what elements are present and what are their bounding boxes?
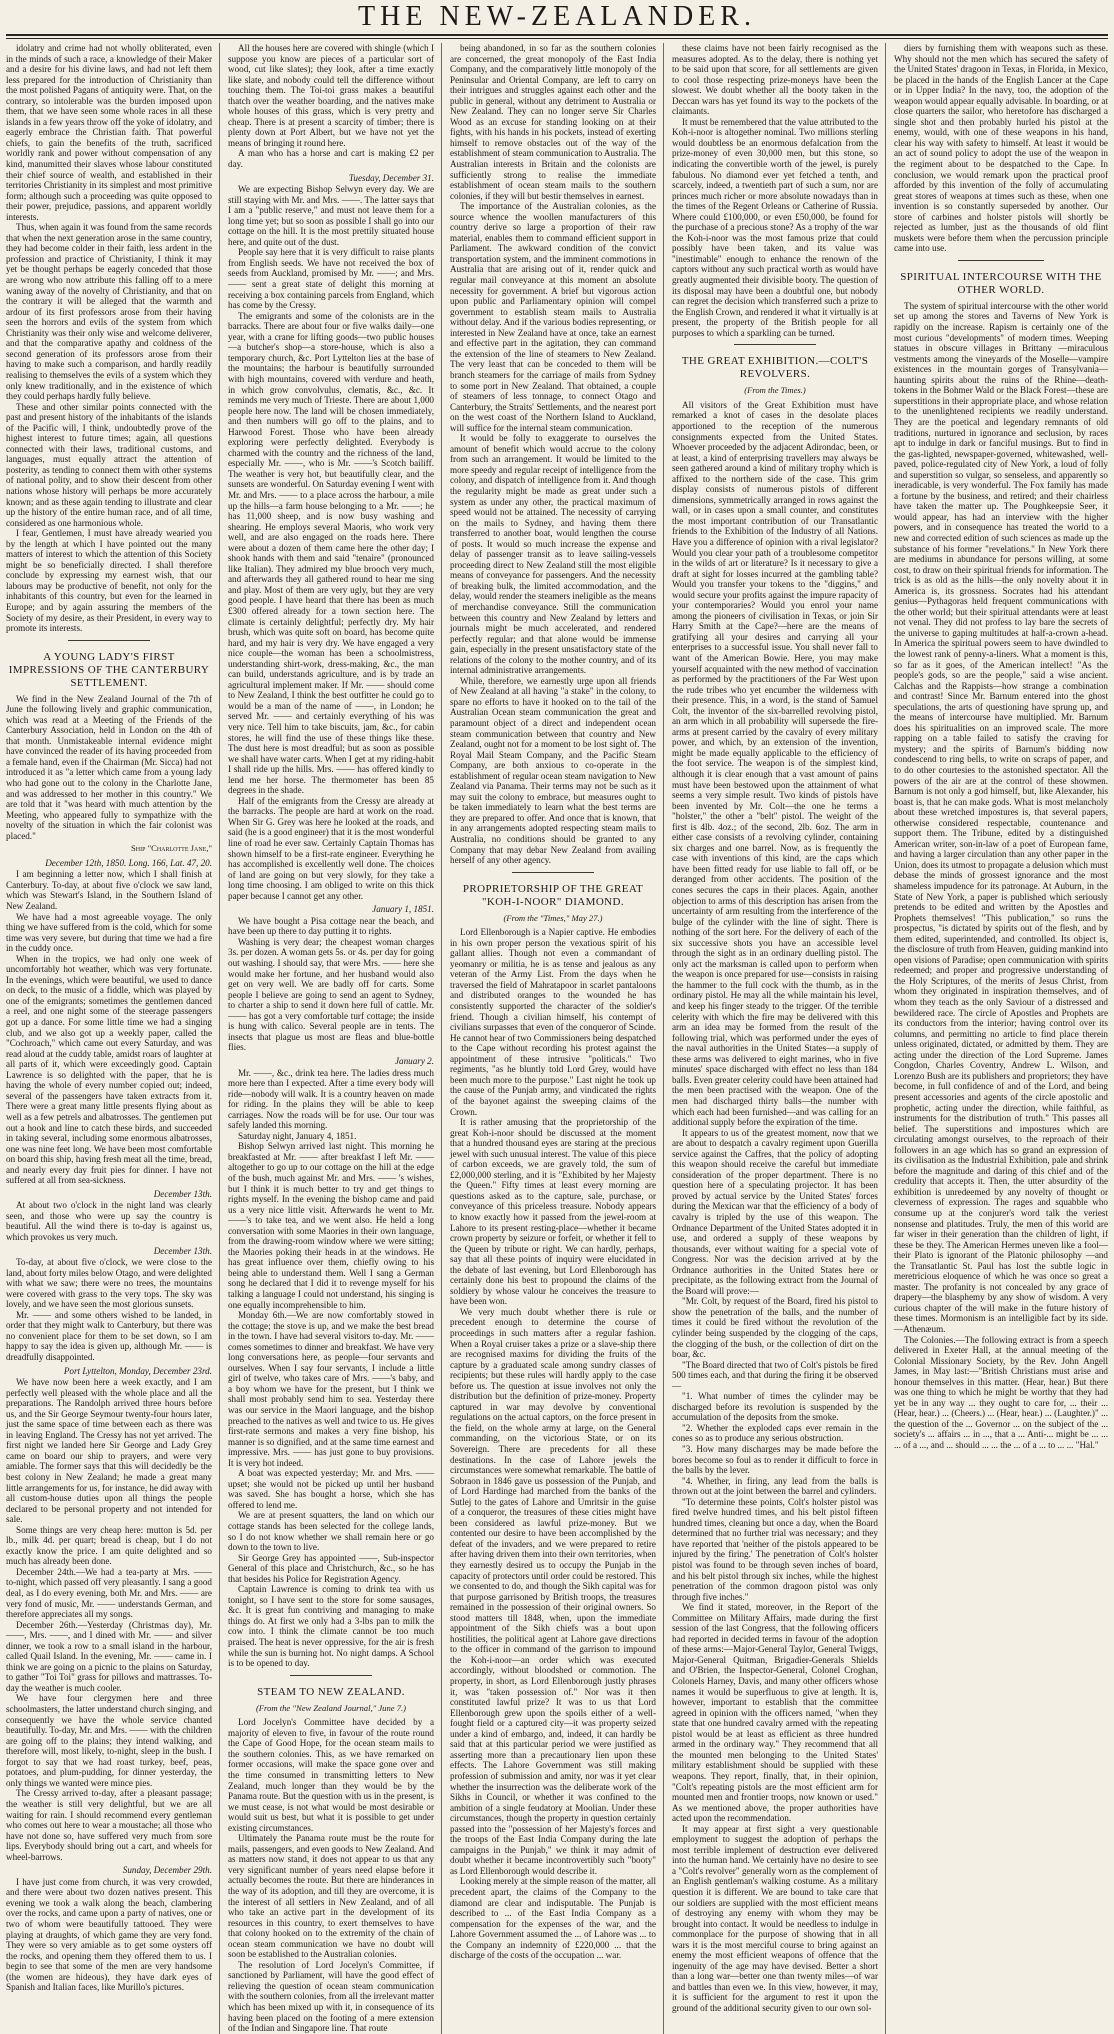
dateline: December 12th, 1850. Long. 166, Lat. 47, 20. — [45, 857, 212, 868]
paragraph: Monday 6th.—We are now comfortably stowed in the cottage; the stove is up, and we make the best bread in the town. I have had several visitors to-day. Mr. —— comes sometimes to dinner and breakfast. We have very long conversations here, as people—four servants and ourselves. When I say four servants, I include a little girl of twelve, who takes care of Mrs. ——'s baby, and a boy whom we have for the present, but I think we shall most probably send him to sea. Yesterday there was our service in the Maori language, and the bishop preached to the natives as well and twice to us. He gives first-rate sermons and makes a very fine bishop, his manner is so dignified, and at the same time earnest and impressive. Mrs. —— has just gone to buy provisions. It is very hot indeed. — [228, 1310, 434, 1468]
paragraph: Captain Lawrence is coming to drink tea with us tonight, so I have sent to the store for some sausages, &c. It is great fun contriving and managing to make things do. At first we only had a 3-lbs pan to milk the cow into. I think the climate cannot be too much praised. The heat is never oppressive, for the air is fresh while the sun is burning hot. No night damps. A School is to be opened to day. — [228, 1584, 434, 1669]
section-rule — [958, 260, 1044, 261]
paragraph: Washing is very dear; the cheapest woman charges 3s. per dozen. A woman gets 5s. or 4s. per day for going out washing. I should say, that were Mrs. —— here she would make her fortune, and her husband would also get on very well. We are badly off for carts. Some people I believe are going to send an agent to Sydney, to charter a ship to send it down here full of cattle. Mr. —— has got a very comfortable turf cottage; the inside is hung with calico. Several people are in tents. The insects that plague us most are fleas and blue-bottle flies. — [228, 936, 434, 1053]
paragraph: "1. What number of times the cylinder may be discharged before its revolution is suspended by the accumulation of the deposits from the smoke. — [672, 1391, 878, 1423]
paragraph: Sir George Grey has appointed ——, Sub-inspector General of this place and Christchurch, &c., so he has that besides his Police for Registration Agency. — [228, 1552, 434, 1584]
paragraph: December 24th.—We had a tea-party at Mrs. —— to-night, which passed off very pleasantly. I sang a good deal, as I do every evening, both Mr. and Mrs. —— are very fond of music, Mr. —— understands German, and therefore appreciates all my songs. — [6, 1566, 212, 1620]
paragraph: The resolution of Lord Jocelyn's Committee, if sanctioned by Parliament, will have the good effect of relieving the question of ocean steam communication with the southern colonies, from all the irrelevant matter which has been mixed up with it, in consequence of its having been placed on the footing of a mere extension of the Indian and Singapore line. That route — [228, 1959, 435, 2034]
paragraph: Lord Ellenborough is a Napier captive. He embodies in his own proper person the vexatious spirit of his gallant allies. Though not even a commandant of yeomanry or militia, he is as tense and jealous as any veteran of the Army List. From the days when he traversed the field of Mahratapoor in scarlet pantaloons and distributed oranges to the wounded he has consistently supported the character of the soldier's friend. Though a civilian himself, his contempt of civilians surpasses that even of the conqueror of Scinde. He cannot hear of two Commissioners being despatched to the Cape without recording his protest against the appointment of these intrusive "politicals." Two regiments, "as he bluntly told Lord Grey, would have been much more to the purpose." Last night he took up the cause of the Punjab army, and vindicated the rights of the bayonet against the sweeping claims of the Crown. — [450, 927, 656, 1117]
paragraph: A man who has a horse and cart is making £2 per day. — [228, 148, 434, 170]
paragraph: A boat was expected yesterday; Mr. and Mrs. —— upset; she would not be picked up until her husband was saved. She has bought a horse, which she has offered to lend me. — [228, 1468, 434, 1510]
paragraph: I have just come from church, it was very crowded, and there were about two dozen natives present. This evening we took a walk along the beach, clambering over the rocks, and came upon a party of natives, one or two of whom were beautifully tattooed. They were playing at draughts, of which game they are very fond. They were so very amiable as to get some oysters off the rocks, and opening them they offered them to us. I begin to see that some of the men are very handsome (the women are hideous), they have dark eyes of Spanish and Italian faces, like Murillo's pictures. — [6, 1876, 212, 1993]
paragraph: these claims have not been fairly recognised as the measures adopted. As to the delay, there is nothing yet to be said upon that score, for all settlements are given to cool those respecting prize-moneys have been the slowest. We doubt whether all the booty taken in the Deccan wars has yet found its way to the pockets of the claimants. — [672, 43, 878, 117]
paragraph: When in the tropics, we had only one week of uncomfortably hot weather, which was very fortunate. In the evenings, which were beautiful, we used to dance on deck, to the music of a fiddle, which was played by one of the emigrants; sometimes the gentlemen danced a reel, and one night some of the steerage passengers got up a dance. For some little time we had a singing club, and we also got up a weekly paper, called the "Cochroach," which came out every Saturday, and was read aloud at the cuddy table, amidst roars of laughter at all parts of it, which were exceedingly good. Captain Lawrence is so delighted with the paper, that he is having the whole of every number copied out; indeed, several of the passengers have taken extracts from it. There were a great many little presents flying about as well as a few petrels and albatrosses. The gentlemen put out a hook and line to catch these birds, and succeeded in taking several, including some enormous albatrosses, one was nine feet long. We have been most comfortable on board this ship, having fresh meat all the time, bread, and nearly every day fruit pies for dinner. I have not suffered at all from sea-sickness. — [6, 953, 212, 1186]
paragraph: All visitors of the Great Exhibition must have remarked a knot of cases in the desolate places apportioned to the reception of the numerous consignments expected from the United States. Whoever proceeded by the adjacent Adirondac, been, or at least, a kind of enterprising travellers may always be seen gathered around a kind of military trophy which is affixed to the northern side of the case. This grim display consists of numerous pistols of different dimensions, symmetrically arranged in rows against the wall, or in cases upon a small counter, and constitutes the most important contribution of our Transatlantic friends to the Exhibition of the Industry of all Nations. Have you a difference of opinion with a rival legislator? Would you clear your path of a troublesome competitor in the wilds of art or literature? Is it necessary to give a draft at sight for losses incurred at the gambling table? Would you transfer your tokens to the "diggins," and would secure your profits against the impure rapacity of your contemporaries? Would you enrol your name among the pioneers of civilisation in Texas, or join Sir Harry Smith at the Cape?—here are the means of gratifying all your desires and carrying all your enterprises to a successful issue. You shall never fall to want of the American Bowie. Here, you may make yourself acquainted with the new method of vaccination as performed by the practitioners of the Far West upon the rude tribes who yet encumber the wilderness with their presence. This, in a word, is the stand of Samuel Colt, the inventor of the six-barrelled revolving pistol, an arm which in all probability will supersede the fire-arms at present carried by the cavalry of every military power, and which, by an extension of the invention, might be made equally applicable to the efficiency of the foot service. The weapon is of the simplest kind, although it is clear enough that a vast amount of pains must have been bestowed upon the attainment of what seems a very simple result. Two kinds of pistols have been invented by Mr. Colt—the one he terms a "holster," the other a "belt" pistol. The weight of the first is 4lb. 4oz.; of the second, 2lb. 6oz. The arm in either case consists of a revolving cylinder, containing six charges and one barrel. Now, as is frequently the case with inventions of this kind, are the caps which have been fitted ready for use liable to fall off, or be deranged from other accidents. The position of the cones secures the caps in their places. Again, another objection to arms of this description has arisen from the uncertainty of arm resulting from the interference of the bulge of the cylinder with the line of sight. There is nothing of the sort here. For the delivery of each of the six successive shots you have an accessible level through the sight as in an ordinary duelling pistol. The only act the marksman is called upon to perform when the weapon is once prepared for use—consists in raising the hammer to the full cock with the thumb, as in the ordinary pistol. He may all the while maintain his level, and keep his finger steady to the trigger. Of the terrible celerity with which the fire may be delivered with this arm an idea may be formed from the result of the following trial, which was performed under the eyes of the naval authorities in the United States—a supply of these arms was delivered to eight marines, who in five minutes' space discharged with effect no less than 184 balls. Even greater celerity could have been attained had the men been practised with the weapon. One of the men had discharged thirty balls—the number with which each had been furnished—and was calling for an additional supply before the expiration of the time. — [672, 399, 878, 1128]
paragraph: These and other similar points connected with the past and present history of the inhabitants of the islands of the Pacific will, I think, undoubtedly prove of the highest interest to future times; again, all questions connected with their laws, traditional customs, and languages, must equally attract the attention of posterity, as tending to connect them with other systems of national polity, and to show their descent from other nations whose history will perhaps be more accurately known; and as these again tending to illustrate and clear up the history of the entire human race, and of all time, considered as one harmonious whole. — [6, 401, 212, 528]
column-3 — [450, 43, 664, 2034]
paragraph: Ultimately the Panama route must be the route for mails, passengers, and even goods to New Zealand. And as matters now stand, it does not appear to us that any very significant number of years need elapse before it actually becomes the route. But there are hinderances in the way of its adoption, and till they are overcome, it is the interest of all settlers in New Zealand, and of all who take an active part in the development of its resources in this country, to exert themselves to have that colony hooked on to the extremity of the chain of ocean steam communication we have no doubt will soon be established to the Australian colonies. — [228, 1833, 434, 1960]
dateline: Tuesday, December 31. — [348, 172, 434, 183]
dateline: January 2. — [394, 1055, 434, 1066]
paragraph: Thus, when again it was found from the same records that when the next generation arose in the same country, they had become colder in their faith, less ardent in the profession and practice of Christianity, I think it may yet be thought perhaps be eagerly conceded that those are wrong who now attribute this falling off to a mere waning away of the novelty of Christianity, and that on the contrary it will be alleged that the warmth and ardour of its first professors arose from their having seen the horrors and evils of the system from which Christianity was their only wise and welcome deliverer, and that the comparative apathy and coldness of the second generation of its professors arose from their having to make such a comparison, and hardly readily realising to themselves the evils of a system which they only knew traditionally, and in the existence of which they could perhaps hardly fully believe. — [6, 222, 212, 402]
paragraph: The emigrants and some of the colonists are in the barracks. There are about four or five walks daily—one year, with a crane for lifting goods—two public houses—a butcher's shop—a store-house, which is also a temporary church, &c. Port Lyttelton lies at the base of the mountains; the harbour is beautifully surrounded with high mountains, covered with verdure and heath, in which grow convolvulus, clematis, &c., &c. It reminds me very much of Trieste. There are about 1,000 people here now. The land will be chosen immediately, and then numbers will go off to the plains, and to Harwood Forest. Those who have been already exploring were perfectly delighted. Everybody is charmed with the country and the richness of the land, especially Mr. ——, who is Mr. ——'s Scotch bailiff. The weather is very hot, but beautifully clear, and the sunsets are wonderful. On Saturday evening I went with Mr. and Mrs. —— to a place across the harbour, a mile up the hills—a farm house belonging to a Mr. ——; he has 11,000 sheep, and is now busy washing and shearing. He employs several Maoris, who work very well, and are also engaged on the roads here. There were about a dozen of them came here the other day; I shook hands with them and said "tenaire" (pronounced like Italian). They admired my blue brooch very much, and afterwards they all gathered round to hear me sing and play. Most of them are very ugly, but they are very good people. I have heard that there has been as much £300 offered already for a town section here. The climate is certainly delightful; perfectly dry. My hair brush, which was quite soft on board, has become quite hard, and my hair is very dry. We have engaged a very nice couple—the woman has been a schoolmistress, understanding shirt-work, dress-making, &c., the man can build, understands agriculture, and is by trade an agricultural implement maker. If Mr. —— should come to New Zealand, I think the best outfitter he could go to would be a man of the name of ——, in London; he served Mr. —— and certainly everything of his was very nice. Tell him to take biscuits, jam, &c., for cabin stores, he will find the use of these things like these. The dust here is most dreadful; but as soon as possible we shall have water carts. When I get at my riding-habit I shall ride up the hills. Mrs. —— has offered kindly to lend me her horse. The thermometer has been 85 degrees in the shade. — [228, 310, 434, 796]
section-heading: PROPRIETORSHIP OF THE GREAT "KOH-I-NOOR" DIAMOND. — [462, 882, 644, 908]
paragraph: I fear, Gentlemen, I must have already wearied you by the length at which I have pointed out the many matters of interest to which the attention of this Society might be so beneficially directed. I shall therefore conclude by expressing my earnest wish, that our labours may be productive of benefit, not only for the inhabitants of this country, but even for the learned in Europe; and by again assuring the members of the Society of my desire, as their President, in every way to promote its interests. — [6, 528, 212, 634]
paragraph: While, therefore, we earnestly urge upon all friends of New Zealand at all having "a stake" in the colony, to spare no efforts to have it hooked on to the tail of the Australian Ocean steam communication the great and paramount object of a direct and independent ocean steam communication between that country and New Zealand, ought not for a moment to be lost sight of. The Royal Mail Steam Company, and the Pacific Steam Company, are both anxious to co-operate in the establishment of regular ocean steam navigation to New Zealand via Panama. Their terms may not be such as it may suit the colony to embrace, but measures ought to be taken immediately to learn what the best terms are they are prepared to offer. And once that is known, that in any arrangements adopted respecting steam mails to Australia, no conditions should be granted to any Company that may debar New Zealand from availing herself of any other agency. — [450, 675, 656, 866]
column-5 — [894, 43, 1108, 2034]
paragraph: We find in the New Zealand Journal of the 7th of June the following lively and graphic communication, which was read at a Meeting of the Friends of the Canterbury Association, held in London on the 4th of that month. Unmistakeable internal evidence might have convinced the reader of its having proceeded from a female hand, even if the Chairman (Mr. Sicca) had not introduced it as "a letter which came from a young lady who had gone out to the colony in the Charlotte Jane, and was addressed to her mother in this country." We are told that it "was heard with much attention by the Meeting, who appeared fully to sympathize with the novelty of the situation in which the fair colonist was placed." — [6, 693, 212, 841]
paragraph: The Cressy arrived to-day, after a pleasant passage; the weather is still very delightful, but we are all waiting for rain. I should recommend every gentleman who comes out here to wear a moustache; all those who have not done so, have suffered very much from sore lips. Everybody should bring out a cart, and wheels for wheel-barrows. — [6, 1788, 212, 1862]
paragraph: Bishop Selwyn arrived last night. This morning he breakfasted at Mr. —— after breakfast I left Mr. —— altogether to go up to our cottage on the hill at the edge of the bush, much against Mr. and Mrs. —— 's wishes, but I think it is much better to try and get things to rights myself. In the evening the bishop came and paid us a very nice little visit. Afterwards he went to Mr. ——'s to take tea, and we went also. He held a long conversation with some Maories in their own language, from the drawing-room window where we were sitting; the Maories poking their heads in at the windows. He has great influence over them, chiefly owing to his being able to understand them. Well I sang a German song he declared that I did it to revenge myself for his talking a language I could not understand, his singing is one equally incomprehensible to him. — [228, 1141, 434, 1310]
paragraph: "To determine these points, Colt's holster pistol was fired twelve hundred times, and his belt pistol fifteen hundred times, cleaning but once a day, when the Board determined that no further trial was necessary; and they have reported that 'neither of the pistols appeared to be injured by the firing.' The penetration of Colt's holster pistol was found to be through seven inches of board, and his belt pistol through six inches, while the highest penetration of the common dragoon pistol was only through five inches." — [672, 1496, 878, 1602]
paragraph: December 26th.—Yesterday (Christmas day), Mr. ——, Mrs. ——, and I dined with Mr. —— and silver dinner, we took a row to a small island in the harbour, called Quail Island. In the evening, Mr. —— came in. I think we are going on a picnic to the plains on Saturday, to gather "Toi Toi" grass for pillows and mattrasses. To-day the weather is much cooler. — [6, 1619, 212, 1693]
dateline: January 1, 1851. — [372, 904, 434, 915]
letter-origin: Ship "Charlotte Jane," — [131, 843, 212, 854]
paragraph: The Colonies.—The following extract is from a speech delivered in Exeter Hall, at the annual meeting of the Colonial Missionary Society, by the Rev. John Angell James, in May last:—"British Christians must arise and honour themselves in this matter. (Hear, hear.) But there was one thing to which he might be worthy that they had yet be in any way ... they ought to care for, ... their ... (Hear, hear.) ... (Cheers.) ... (Hear, hear.) ... (Laughter.)" ... the question of the ... Governor ... on the subject of the ... society's ... affairs ... in ..., that a ... Anti-... might be ... ... ... of a ..., and ... should ... ... the ... of a ... to ... ... "Hal." — [894, 1334, 1108, 1450]
paragraph: It would be folly to exaggerate to ourselves the amount of benefit which would accrue to the colony from such an arrangement. It would be limited to the more speedy and regular receipt of intelligence from the colony, and dispatch of intelligence from it. And though the regularity might be made as great under such a system as under any other, the practical maximum of speed would not be attained. The necessity of carrying on the mails to Sydney, and having them there transferred to another boat, would lengthen the course of posts. It would so much increase the expense and delay of passenger transit as to leave sailing-vessels proceeding direct to New Zealand still the most eligible means of conveyance for passengers. And the necessity of breaking bulk, the limited accommodation, and the delay, would render the steamers ineligible as the means of merchandise conveyance. Still the communication between this country and New Zealand by letters and journals might be much accelerated, and rendered perfectly regular; and that alone would be immense gain, especially in the present unsatisfactory state of the relations of the colony to the mother country, and of its internal administrative arrangements. — [450, 433, 656, 676]
masthead — [6, 0, 1108, 36]
paragraph: "2. Whether the exploded caps ever remain in the cones so as to produce any serious obstruction. — [672, 1422, 878, 1444]
section-rule — [734, 344, 816, 345]
paragraph: "3. How many discharges may be made before the bores become so foul as to render it difficult to force in the balls by the lever. — [672, 1444, 878, 1476]
section-rule — [68, 640, 150, 641]
paragraph: We have had a most agreeable voyage. The only thing we have suffered from is the cold, which for some time was very severe, but during that time we had a fire in the cuddy once. — [6, 911, 212, 954]
paragraph: "The Board directed that two of Colt's pistols be fired 500 times each, and that during the firing it be observed— — [672, 1359, 878, 1391]
paragraph: The system of spiritual intercourse with the other world set up among the stores and Taverns of New York is rapidly on the increase. Rapism is certainly one of the most curious "developments" of modern times. Weeping statues in obscure villages in Brittany —miraculous vestments among the vineyards of the Moselle—vampire existences in the mountain gorges of Transylvania—haunting spirits about the ruins of the Rhine—death-tokens in the Bohmer Wald or the Black Forest—these are superstitions in their appropriate place, and whose relation to the unenlightened recipients we readily understand. They are the poetical and legendary remnants of old traditions, nurtured in ignorance and seclusion, by races apt to indulge in dark or fanciful musings. But to find in the gas-lighted, newspaper-governed, whitewashed, well-paved, police-regulated city of New York, a loud of folly and superstition so vulgar, so senseless, and apparently so ineradicable, is very wonderful. The Fox family has made a fortune by the business, and retired; and their chairless have taken the matter up. The Poughkeepsie Seer, it would appear, has had an interview with the higher powers, and in consequence has treated the world to a new and corrected edition of such sciences as made up the substance of his former "revelations." In New York there are mediums in abundance for persons willing, at some cost, to draw on their spiritual friends for information. The trick is as old as the hills—the only novelty about it in America is, its grossness. Socrates had his attendant genius—Pythagoras held frequent communications with the other world; but their spiritual attendants were at least not venal. They did not profess to lay bare the secrets of the universe to gaping multitudes at half-a-crown a-head. In America the spiritual powers seem to have dwindled to the lowest rank of penny-a-liners. What a moment is this, so far as it goes, of the American intellect! "As the people's gods, so are the people," said a wise ancient. Calchas and the Rappists—how strange a combination and contrast! Since Mr. Barnum entered into the ghost speculations, the arts of questioning have sprung up, and the means of intercourse have multiplied. Mr. Barnum does his spiritualities on an improved scale. The more rapping on a table failed to satisfy the craving for mystery; and the spirits of Barnum's bidding now condescend to ring bells, to write on scraps of paper, and to do other courtesies to the astonished spectator. All the powers of the air are at the control of these showmen. Barnum is not only a god himself, but, like Alexander, his boast is, that he can make gods. What is most melancholy about these wretched impostures is, that several papers, otherwise considered respectable, countenance and support them. The Tribune, edited by a distinguished American writer, son-in-law of a poet of European fame, and having a larger circulation than any other paper in the Union, does its utmost to propagate a delusion which must debase the minds of grossest ignorance and the most shameless impudence for its patronage. At Auburn, in the State of New York, a paper is published which seriously pretends to be edited and written by the Apostles and Prophets themselves! "This publication," so runs the prospectus, "is dictated by spirits out of the flesh, and by them edited, superintended, and controlled. Its object is, the disclosure of truth from Heaven, guiding mankind into open visions of Paradise; open communication with spirits redeemed; and proper and progressive understanding of the Holy Scriptures, of the merits of Jesus Christ, from whom they originated in inspiration themselves, and of whom they teach as the only Saviour of a distressed and bewildered race. The circle of Apostles and Prophets are its conductors from the interior; having control over its columns, and permitting no article to find place therein unless originated, dictated, or admitted by them. They are acting under the direction of the Lord Supreme. James Congdon, Charles Coventry, Andrew L. Wilson, and Lorenzo Bush are its publishers and proprietors; they have become, in full confidence of and of the Lord, and being present accessories and agents of the circle apostolic and prophetic, acting under the direction, while faithful, as instruments for the distribution of truth." This passes all belief. The superstitions and impostures which are circulating amongst ourselves, to the reproach of their followers in an age which has so grand an expression of its civilisation as the Industrial Exhibition, pale and shrink before the magnitude and daring of this chief and of the credulity that accepts it. Then, the utter absurdity of the exhibition is unredeemed by any novelty of thought or cleverness of expression. The rages and squabble who consume up at the conjurer's word talk the veriest nonsense and platitudes. Truly, the men of this world are far wiser in their generation than the children of light, if these be they. The American Hermes uneven like a fool—their Plato is ignorant of the Platonic philosophy —and the Transatlantic St. Paul has lost the subtle logic in meretricious eloquence of which he was once so great a master. The profanity is not concealed by any grace of drapery—the blasphemy by any show of wisdom. A very curious chapter of the will make in the future history of these times. Mormonism is an intelligible fact by its side.—Athenæum. — [894, 300, 1108, 1334]
column-1 — [6, 43, 220, 2034]
column-2 — [228, 43, 442, 2034]
paragraph: diers by furnishing them with weapons such as these. Why should not the men which has secured the safety of the United States' dragoon in Texas, in Florida, in Mexico, be placed in the hands of the English Lancer at the Cape or in Upper India? In the navy, too, the adoption of the weapon would appear equally advisable. In boarding, or at close quarters the sailor, who heretofore has discharged a single shot and then probably hurled his pistol at the enemy, would, with one of these weapons in his hand, clear his way with safety to himself. At least it would be an act of sound policy to adopt the use of the weapon in the regiment about to be despatched to the Cape. In conclusion, we would remark upon the practical proof afforded by this invention of the folly of accumulating great stores of weapons at times such as these, when one invention is so constantly superseded by another. Our store of carbines and holster pistols will shortly be rejected as lumber, just as the thousands of old flint muskets were before them when the percussion principle came into use. — [894, 43, 1108, 254]
section-source: (From the "Times," May 27.) — [503, 912, 603, 923]
paragraph: We find it stated, moreover, in the Report of the Committee on Military Affairs, made during the first session of the last Congress, that the following officers had reported in decided terms in favour of the adoption of these arms:—Major-General Taylor, General Twiggs, Major-General Quitman, Brigadier-Generals Shields and O'Brien, the Inspector-General, Colonel Croghan, Colonels Harney, Davis, and many other officers whose names it would be superfluous to give at length. It is, however, important to establish that the committee agreed in opinion with the officers named, "when they state that one hundred cavalry armed with the repeating pistol would be at least as efficient as three hundred armed in the ordinary way." They recommend that all the mounted men belonging to the United States' military establishment should be supplied with these weapons. They report, finally, that, in their opinion, "Colt's repeating pistols are the most efficient arm for mounted men and frontier troops, now known or used." As we mentioned above, the proper authorities have acted upon the recommendation. — [672, 1602, 878, 1824]
dateline: December 13th. — [153, 1245, 212, 1256]
section-source: (From the "New Zealand Journal," June 7.) — [255, 1702, 407, 1713]
paragraph: Lord Jocelyn's Committee have decided by a majority of eleven to five, in favour of the route round the Cape of Good Hope, for the ocean steam mails to the southern colonies. This, as we have remarked on former occasions, will make the space gone over and the time consumed in transmitting letters to New Zealand, much longer than they would be by the Panama route. But the question with us in the present, is we must cease, is not what would be most desirable or would suit us best, but what it is possible to get under existing circumstances. — [228, 1717, 434, 1833]
section-heading: STEAM TO NEW ZEALAND. — [257, 1685, 405, 1698]
paragraph: Half of the emigrants from the Cressy are already at the barracks. The people are hard at work on the road. When Sir G. Grey was here he looked at the roads, and said (he is a good engineer) that it is the most wonderful line of road he ever saw. Certainly Captain Thomas has shown himself to be a first-rate engineer. Everything he has accomplished is excellently well done. The choices of land are going on but very slowly, for they take a long time choosing. I am obliged to write on this thick paper because I cannot get any other. — [228, 795, 434, 901]
section-source: (From the Times.) — [744, 385, 806, 396]
section-heading: SPIRITUAL INTERCOURSE WITH THE OTHER WORLD. — [900, 270, 1102, 296]
paragraph: Looking merely at the simple reason of the matter, all precedent apart, the claims of the Company to the diamond are clear and indisputable. The Punjab is described to ... of the East India Company as a compensation for the expenses of the war, and the Lahore Government assumed the ... of Lahore was ... to the Company an indemnity of £220,000 ... that the discharge of the costs of the occupation ... war. — [450, 1876, 656, 1961]
paragraph: We very much doubt whether there is rule or precedent enough to determine the course of proceedings in such matters after a regular fashion. When a Royal cruiser takes a prize or a slave-ship there are recognised maxims for dividing the fruits of the capture by a graduated scale among sundry classes of recipients; but these rules will hardly apply to the case before us. The question at issue involves not only the distribution but the definition of prize-money. Property captured in war may devolve by conventional regulations on the actual captors, on the force present in the field, on the whole army at large, on the General commanding, on the victorious State, or on its Sovereign. There are precedents for all these destinations. In the case of Lahore jewels the circumstances were somewhat remarkable. The battle of Sobraon in 1846 gave us possession of the Punjab, and of Lord Hardinge had marched from the banks of the Sutlej to the gates of Lahore and Umritsir in the guise of a conqueror, the treasures of these cities might have been considered as lawful prize-money. But we contented our desire to have been accomplished by the defeat of the invaders, and we were prepared to retire after having driven them into their own territories, when they earnestly desired us to occupy the Punjab in the capacity of protectors until order could be restored. This we consented to do, and though the Sikh capital was for that purpose garrisoned by British troops, the treasures remained in the possession of their original owners. So stood matters till 1848, when, upon the immediate appointment of the Sikh chiefs was a bout upon hostilities, the political agent at Lahore gave directions to the officer in command of the garrison to impound the Koh-i-noor—an order which was executed accordingly, without bloodshed or commotion. The property, in short, as Lord Ellenborough justly phrases it, was "taken possession of." Nor was it then constituted lawful prize? It was to us that Lord Ellenborough grew upon the spoils either of a well-fought field or a captured city—it was property seized under a kind of embargo, and, indeed, it can hardly be said that at this particular period we were justified as asserting more than a precautionary lien upon these effects. The Lahore Government was still making profession of submission and amity, nor was it yet clear whether the insurrection was the deliberate work of the Sikhs in Council, or whether it was confined to the ambition of a single feudatory at Moolian. Under these circumstances, though the property in question certainly passed into the "possession of her Majesty's forces and the troops of the East India Company during the late campaigns in the Punjab," we think it may admit of doubt whether it became incontrovertibly such "booty" as Lord Ellenborough would describe it. — [450, 1306, 656, 1876]
dateline: Sunday, December 29th. — [122, 1865, 212, 1876]
paragraph: We are at present squatters, the land on which our cottage stands has been selected for the college lands, so I do not know whether we shall remain here or go down to the town to live. — [228, 1510, 434, 1553]
paragraph: I am beginning a letter now, which I shall finish at Canterbury. To-day, at about five o'clock we saw land, which was Stewart's Island, in the Southern Island of New Zealand. — [6, 869, 212, 912]
paragraph: The importance of the Australian colonies, as the source whence the woollen manufacturers of this country derive so large a proportion of their raw material, enables them to command efficient support in Parliament. The awkward condition of the convict transportation system, and the imminent commotions in Australia that are arising out of it, render quick and regular mail conveyance at this moment an absolute necessity for government. A brief but vigorous action upon public and Parliamentary opinion will compel government to establish steam mails to Australia without delay. And if the various bodies representing, or interested in New Zealand have at once, take an earnest and effective part in the agitation, they can command the extension of the line of steamers to New Zealand. The very least that can be conceded to them will be branch steamers for the carriage of mails from Sydney to some port in New Zealand. That obtained, a couple of steamers of less tonnage, to connect Otago and Canterbury, the Straits' Settlements, and the nearest port on the west coast of the Northern Island to Auckland, will suffice for the internal steam communication. — [450, 201, 656, 433]
paragraph: We have now been here a week exactly, and I am perfectly well pleased with the whole place and all the preparations. The Randolph arrived three hours before us, and the Sir George Seymour twenty-four hours later, just the same space of time between each as there was in leaving England. The Cressy has not yet arrived. The first night we landed here Sir George and Lady Grey came on board our ship to prayers, and were very amiable. The former says that this will decidedly be the best colony in New Zealand; he made a great many little arrangements for us, for instance, he did away with all custom-house duties upon all things the people declared to be personal property and not intended for sale. — [6, 1377, 213, 1525]
section-rule — [290, 1675, 372, 1676]
section-heading: A YOUNG LADY'S FIRST IMPRESSIONS OF THE CANTERBURY SETTLEMENT. — [8, 650, 210, 689]
paragraph: It must be remembered that the value attributed to the Koh-i-noor is altogether nominal. Two millions sterling would doubtless be an enormous defalcation from the prize-money of even 30,000 men, but this stone, so indicating the convertible worth of the jewel, is purely fabulous. No diamond ever yet fetched a tenth, and scarcely, indeed, a twentieth part of such a sum, nor are princes much richer or more absolute nowadays than in the times of the Regent Orleans or Catherine of Russia. Where could £100,000, or even £50,000, be found for the purchase of a precious stone? As a trophy of the war the Koh-i-noor was the most famous prize that could possibly have been taken, and its value was "inestimable" enough to enhance the renown of the captors without any such practical worth as would have greatly augmented their divisible booty. The question of its disposal may have been a doubtful one, but nobody can regret the decision which transferred such a prize to the English Crown, and rendered it what it virtually is at present, the property of the British people for all purposes to which a sparkling can be turned. — [672, 116, 878, 338]
dateline: December 13th. — [153, 1188, 212, 1199]
column-4 — [672, 43, 886, 2034]
dateline: Port Lyttelton, Monday, December 23rd. — [63, 1365, 212, 1376]
paragraph: idolatry and crime had not wholly obliterated, even in the minds of such a race, a knowledge of their Maker and a desire for his divine laws, and had not left them less prepared for the introduction of Christianity than the most polished Pagans of antiquity were. That, on the contrary, so intolerable was the burden imposed upon them, that we have seen some whole races in all these islands in a few years throw off the yoke of idolatry, and eagerly embrace the Christian faith. That powerful chiefs, to gain the benefits of the truth, sacrificed worldly rank and power without compensation of any kind, manumitted their slaves whose labour constituted their chief source of wealth, and established in their territories Christianity in its simplest and most primitive form; although such a proceeding was quite opposed to their power, prejudice, passions, and apparent worldly interests. — [6, 43, 213, 222]
paragraph: Some things are very cheap here: mutton is 5d. per lb., milk 4d. per quart; bread is cheap, but I do not exactly know the price. I am quite delighted and so much has already been done. — [6, 1524, 212, 1567]
paragraph: Mr. —— and some others wished to be landed, in order that they might walk to Canterbury, but there was no convenient place for them to be set down, so I am happy to say the idea is given up, although Mr. —— is dreadfully disappointed. — [6, 1309, 212, 1362]
paragraph: We are expecting Bishop Selwyn every day. We are still staying with Mr. and Mrs. ——. The latter says that I am a "public reserve," and must not leave them for a long time yet; but so soon as possible I shall go into our cottage on the hill. It is the most prettily situated house here, and quite out of the dust. — [228, 184, 434, 247]
paragraph: At about two o'clock in the night land was clearly seen, and those who were up say the country is beautiful. All the wind there is to-day is against us, which provokes us very much. — [6, 1200, 212, 1242]
paragraph: To-day, at about five o'clock, we were close to the land, about forty miles below Otago, and were delighted with what we saw; there were no trees, the mountains were covered with grass to the very tops. The sky was lovely, and we have seen the most glorious sunsets. — [6, 1257, 212, 1310]
paragraph: We have four clergymen here and three schoolmasters, the latter understand church singing, and consequently we have the whole service chanted beautifully. To-day, Mr. and Mrs. —— with the children are going off to the plains; they intend walking, and therefore will, most likely, to-night, sleep in the bush. I forgot to say that we had roast turkey, beef, peas, potatoes, and plum-pudding, for dinner yesterday, the only things we wanted were mince pies. — [6, 1693, 212, 1788]
section-heading: THE GREAT EXHIBITION.—COLT'S REVOLVERS. — [681, 355, 869, 381]
paragraph: Mr. ——, &c., drink tea here. The ladies dress much more here than I expected. After a time every body will ride—nobody will walk. It is a country heaven on made for riding. In the plains they will be able to keep carriages. Now the roads will be for use. Our tour was safely landed this morning. — [228, 1067, 434, 1131]
columns — [6, 39, 1108, 2034]
paragraph: It appears to us of the greatest moment, now that we are about to despatch a cavalry regiment upon Guerilla service against the Caffres, that the policy of adopting this weapon should receive the careful but immediate consideration of the proper department. There is no question here of a speculating projector. It has been proved by actual service by the United States' forces during the Mexican war that the efficiency of a body of cavalry is tripled by the use of this weapon. The Ordnance Department of the United States adopted it in use, and ordered a supply of these weapons by thousands, ever without waiting for a special vote of Congress. Nor was the decision arrived at by the Ordnance authorities in the United States here or precipitate, as the following extract from the Journal of the Board will prove:— — [672, 1127, 878, 1296]
paragraph: People say here that it is very difficult to raise plants from English seeds. We have not received the box of seeds from Auckland, promised by Mr. ——; and Mrs. —— sent a great state of delight this morning at receiving a box containing parcels from England, which has come by the Cressy. — [228, 247, 434, 311]
paragraph: "4. Whether, in firing, any lead from the balls is thrown out at the joint between the barrel and cylinders. — [672, 1475, 878, 1497]
masthead-title: THE NEW-ZEALANDER. — [358, 1, 756, 32]
section-rule — [512, 872, 594, 873]
paragraph: It is rather amusing that the proprietorship of the great Koh-i-noor should be discussed at the moment that a hundred thousand eyes are staring at the precious jewel with such unusual interest. The value of this piece of carbon exceeds, we are gravely told, the sum of £2,000,000 sterling, and it is "Exhibited by her Majesty the Queen." Fifty times at least every morning are questions asked as to the capture, sale, purchase, or conveyance of this priceless treasure. Nobody appears to know exactly how it passed from the jewel-room at Lahore to its present resting-place—whether it became crown property by seizure or forfeit, or whether it fell to the Queen by tribute or right. We can hardly, perhaps, say that all these points of inquiry were elucidated in the debate of last evening, but Lord Ellenborough has certainly done his best to propound the claims of the soldiery by whose valour he conceives the treasure to have been won. — [450, 1117, 656, 1307]
paragraph: All the houses here are covered with shingle (which I suppose you know are pieces of a particular sort of wood, cut like slates); they look, after a time exactly like slate, and nobody could tell the difference without touching them. The Toi-toi grass makes a beautiful thatch over the weather boarding, and the natives make whole houses of this grass, which is very pretty and cheap. There is at present a scarcity of timber; there is plenty down at Port Albert, but we have not yet the means of bringing it round here. — [228, 43, 434, 148]
paragraph: It may appear at first sight a very questionable employment to suggest the adoption of perhaps the most terrible implement of destruction ever delivered into the human hand. We certainly have no desire to see a "Colt's revolver" generally worn as the complement of an English gentleman's walking costume. As a military question it is different. We are bound to take care that our soldiers are supplied with the most efficient means of destroying any enemy with whom they may be brought into contact. It would be needless to indulge in commonplace for the purpose of showing that in all wars it is the most merciful course to bring against an enemy the most efficient weapons of offence that the ingenuity of the age may have devised. Better a short than a long war—better one than twenty miles—of war and battles than even we. In this view, however, it may, it is sufficient for the argument to rest it upon the ground of the additional security given to our own sol- — [672, 1823, 878, 2013]
paragraph: Saturday night, January 4, 1851. — [238, 1130, 357, 1141]
paragraph: We have bought a Pisa cottage near the beach, and have been up there to day putting it to rights. — [228, 915, 434, 937]
paragraph: being abandoned, in so far as the southern colonies are concerned, the great monopoly of the East India Company, and the comparatively little monopoly of the Peninsular and Oriental Company, are left to carry on their intrigues and struggles against each other and the public in general, without any detriment to Australia or New Zealand. They can no longer serve Sir Charles Wood as an excuse for standing looking on at their fights, with his hands in his pockets, instead of exerting himself to remove obstacles out of the way of the establishment of steam communication to Australia. The Australian interests in Britain and the colonists are sufficiently strong to realise the immediate establishment of ocean steam mails to the southern colonies, if they will but bestir themselves in earnest. — [450, 43, 656, 201]
paragraph: "Mr. Colt, by request of the Board, fired his pistol to show the penetration of the balls, and the number of times it could be fired without the revolution of the cylinder being suspended by the clogging of the caps, the clogging of the bush, or the collection of dirt on the boar, &c. — [672, 1296, 878, 1360]
